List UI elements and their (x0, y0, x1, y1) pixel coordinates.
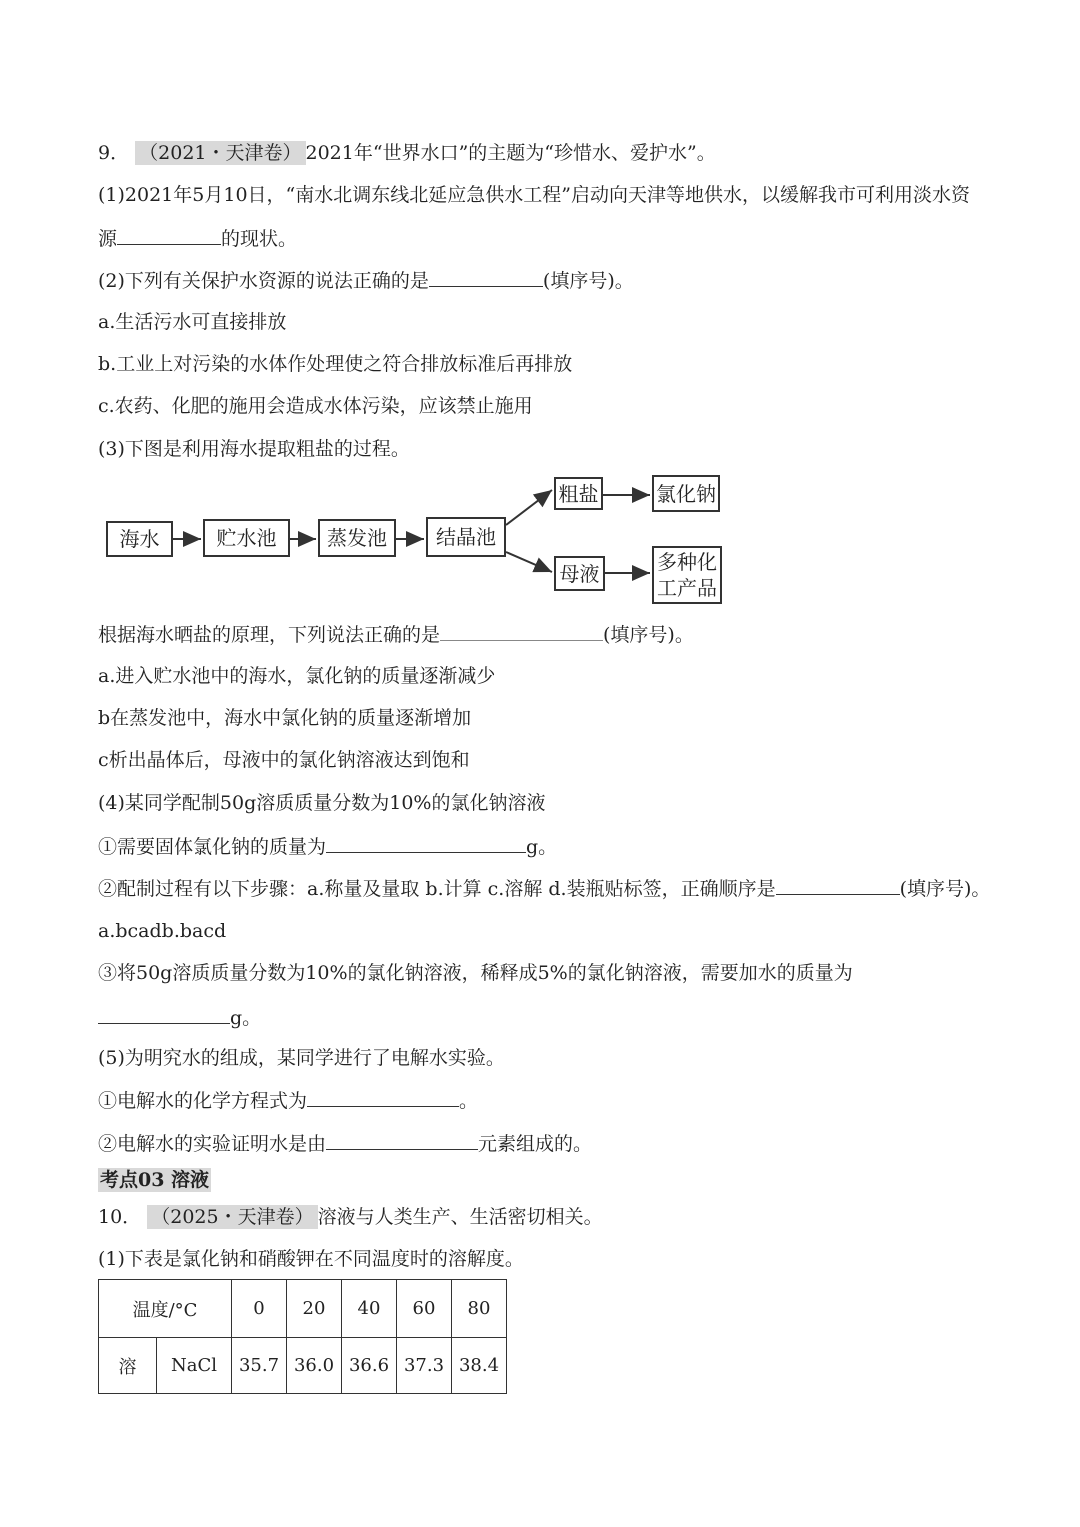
q10-source-tag: （2025・天津卷） (147, 1205, 317, 1229)
table-cell-value: 35.7 (232, 1338, 287, 1394)
q9-part5-sub1 (98, 1088, 478, 1113)
q9-part4-sub1-text-b: g。 (526, 836, 558, 858)
q10-heading (98, 1205, 603, 1229)
q9-part4-sub1-answer-blank[interactable] (326, 834, 526, 853)
table-cell-value: 37.3 (397, 1338, 452, 1394)
q9-part4-sub2-text-a: ②配制过程有以下步骤：a.称量及量取 b.计算 c.溶解 d.装瓶贴标签，正确顺序是 (98, 878, 776, 900)
q9-part3-option-c: c析出晶体后，母液中的氯化钠溶液达到饱和 (98, 749, 470, 771)
flow-box-mother-liquor: 母液 (554, 556, 605, 591)
flow-products-line1: 多种化 (657, 550, 717, 574)
solubility-table (98, 1279, 507, 1394)
q9-number: 9． (98, 142, 130, 164)
flow-products-line2: 工产品 (657, 576, 717, 600)
section-heading (98, 1168, 211, 1192)
q9-part1-line1: (1)2021年5月10日，“南水北调东线北延应急供水工程”启动向天津等地供水，以缓解我市可利用淡水资 (98, 184, 970, 206)
q9-part3-intro: (3)下图是利用海水提取粗盐的过程。 (98, 438, 410, 460)
q9-part5-sub1-text-b: 。 (459, 1090, 479, 1112)
q9-part4-sub1 (98, 834, 557, 859)
table-header-temp: 60 (397, 1280, 452, 1338)
q9-source-tag: （2021・天津卷） (135, 141, 305, 165)
q9-part2-option-b: b.工业上对污染的水体作处理使之符合排放标准后再排放 (98, 353, 573, 375)
flow-box-chemical-products (652, 546, 722, 604)
table-cell-value: 36.6 (342, 1338, 397, 1394)
q9-part4-sub3-text-b: g。 (230, 1007, 262, 1029)
flow-box-evaporation-pool: 蒸发池 (318, 519, 396, 557)
table-header-temp: 80 (452, 1280, 507, 1338)
flow-box-crystallization-pool: 结晶池 (426, 517, 506, 557)
q9-part4-sub1-text-a: ①需要固体氯化钠的质量为 (98, 836, 327, 858)
q9-part5-sub2 (98, 1131, 592, 1156)
q9-part5-sub1-answer-blank[interactable] (307, 1088, 459, 1107)
flow-box-sodium-chloride: 氯化钠 (652, 475, 720, 512)
solubility-table-nacl-row (99, 1338, 507, 1394)
q9-part4-sub2-options: a.bcadb.bacd (98, 920, 227, 942)
q10-number: 10． (98, 1206, 142, 1228)
q9-part5-sub2-text-a: ②电解水的实验证明水是由 (98, 1133, 327, 1155)
table-cell-value: 38.4 (452, 1338, 507, 1394)
q9-part3-text-a: 根据海水晒盐的原理，下列说法正确的是 (98, 624, 441, 646)
q9-part2-option-c: c.农药、化肥的施用会造成水体污染，应该禁止施用 (98, 395, 533, 417)
table-row-label-nacl: NaCl (157, 1338, 232, 1394)
q9-part3-answer-blank[interactable] (440, 622, 603, 641)
table-header-temperature-label: 温度/°C (99, 1280, 232, 1338)
q9-part4-sub2-text-b: (填序号)。 (899, 878, 991, 900)
flow-box-crude-salt: 粗盐 (554, 477, 603, 510)
q9-part4-intro: (4)某同学配制50g溶质质量分数为10%的氯化钠溶液 (98, 792, 546, 814)
q9-part5-sub2-answer-blank[interactable] (326, 1131, 478, 1150)
q9-part1-text-b: 的现状。 (221, 228, 298, 250)
section-heading-text: 考点03 溶液 (100, 1169, 210, 1191)
table-header-temp: 20 (287, 1280, 342, 1338)
flow-box-storage-pool: 贮水池 (203, 519, 290, 557)
q9-part1-text-a: 源 (98, 228, 118, 250)
q9-part5-intro: (5)为明究水的组成，某同学进行了电解水实验。 (98, 1047, 505, 1069)
q9-part4-sub2 (98, 876, 990, 901)
q9-part4-sub3-answer-line (98, 1005, 261, 1030)
q9-part4-sub3-answer-blank[interactable] (98, 1005, 230, 1024)
flow-box-seawater: 海水 (106, 521, 173, 557)
table-header-temp: 40 (342, 1280, 397, 1338)
table-row-group-label: 溶 (99, 1338, 157, 1394)
q9-part3-option-a: a.进入贮水池中的海水，氯化钠的质量逐渐减少 (98, 665, 496, 687)
q9-part4-sub3: ③将50g溶质质量分数为10%的氯化钠溶液，稀释成5%的氯化钠溶液，需要加水的质量为 (98, 962, 853, 984)
q9-part3-text-b: (填序号)。 (603, 624, 694, 646)
q9-part5-sub2-text-b: 元素组成的。 (478, 1133, 593, 1155)
q9-part2-text-b: (填序号)。 (542, 270, 634, 292)
q10-intro: 溶液与人类生产、生活密切相关。 (317, 1206, 603, 1228)
q9-part3-option-b: b在蒸发池中，海水中氯化钠的质量逐渐增加 (98, 707, 472, 729)
q9-part2-text-a: (2)下列有关保护水资源的说法正确的是 (98, 270, 429, 292)
table-header-temp: 0 (232, 1280, 287, 1338)
q9-part5-sub1-text-a: ①电解水的化学方程式为 (98, 1090, 308, 1112)
solubility-table-header-row (99, 1280, 507, 1338)
q9-part2-option-a: a.生活污水可直接排放 (98, 311, 287, 333)
q9-intro: 2021年“世界水口”的主题为“珍惜水、爱护水”。 (305, 142, 716, 164)
q9-part4-sub2-answer-blank[interactable] (776, 876, 900, 895)
q10-part1: (1)下表是氯化钠和硝酸钾在不同温度时的溶解度。 (98, 1248, 524, 1270)
q9-part3-question (98, 622, 694, 647)
table-cell-value: 36.0 (287, 1338, 342, 1394)
